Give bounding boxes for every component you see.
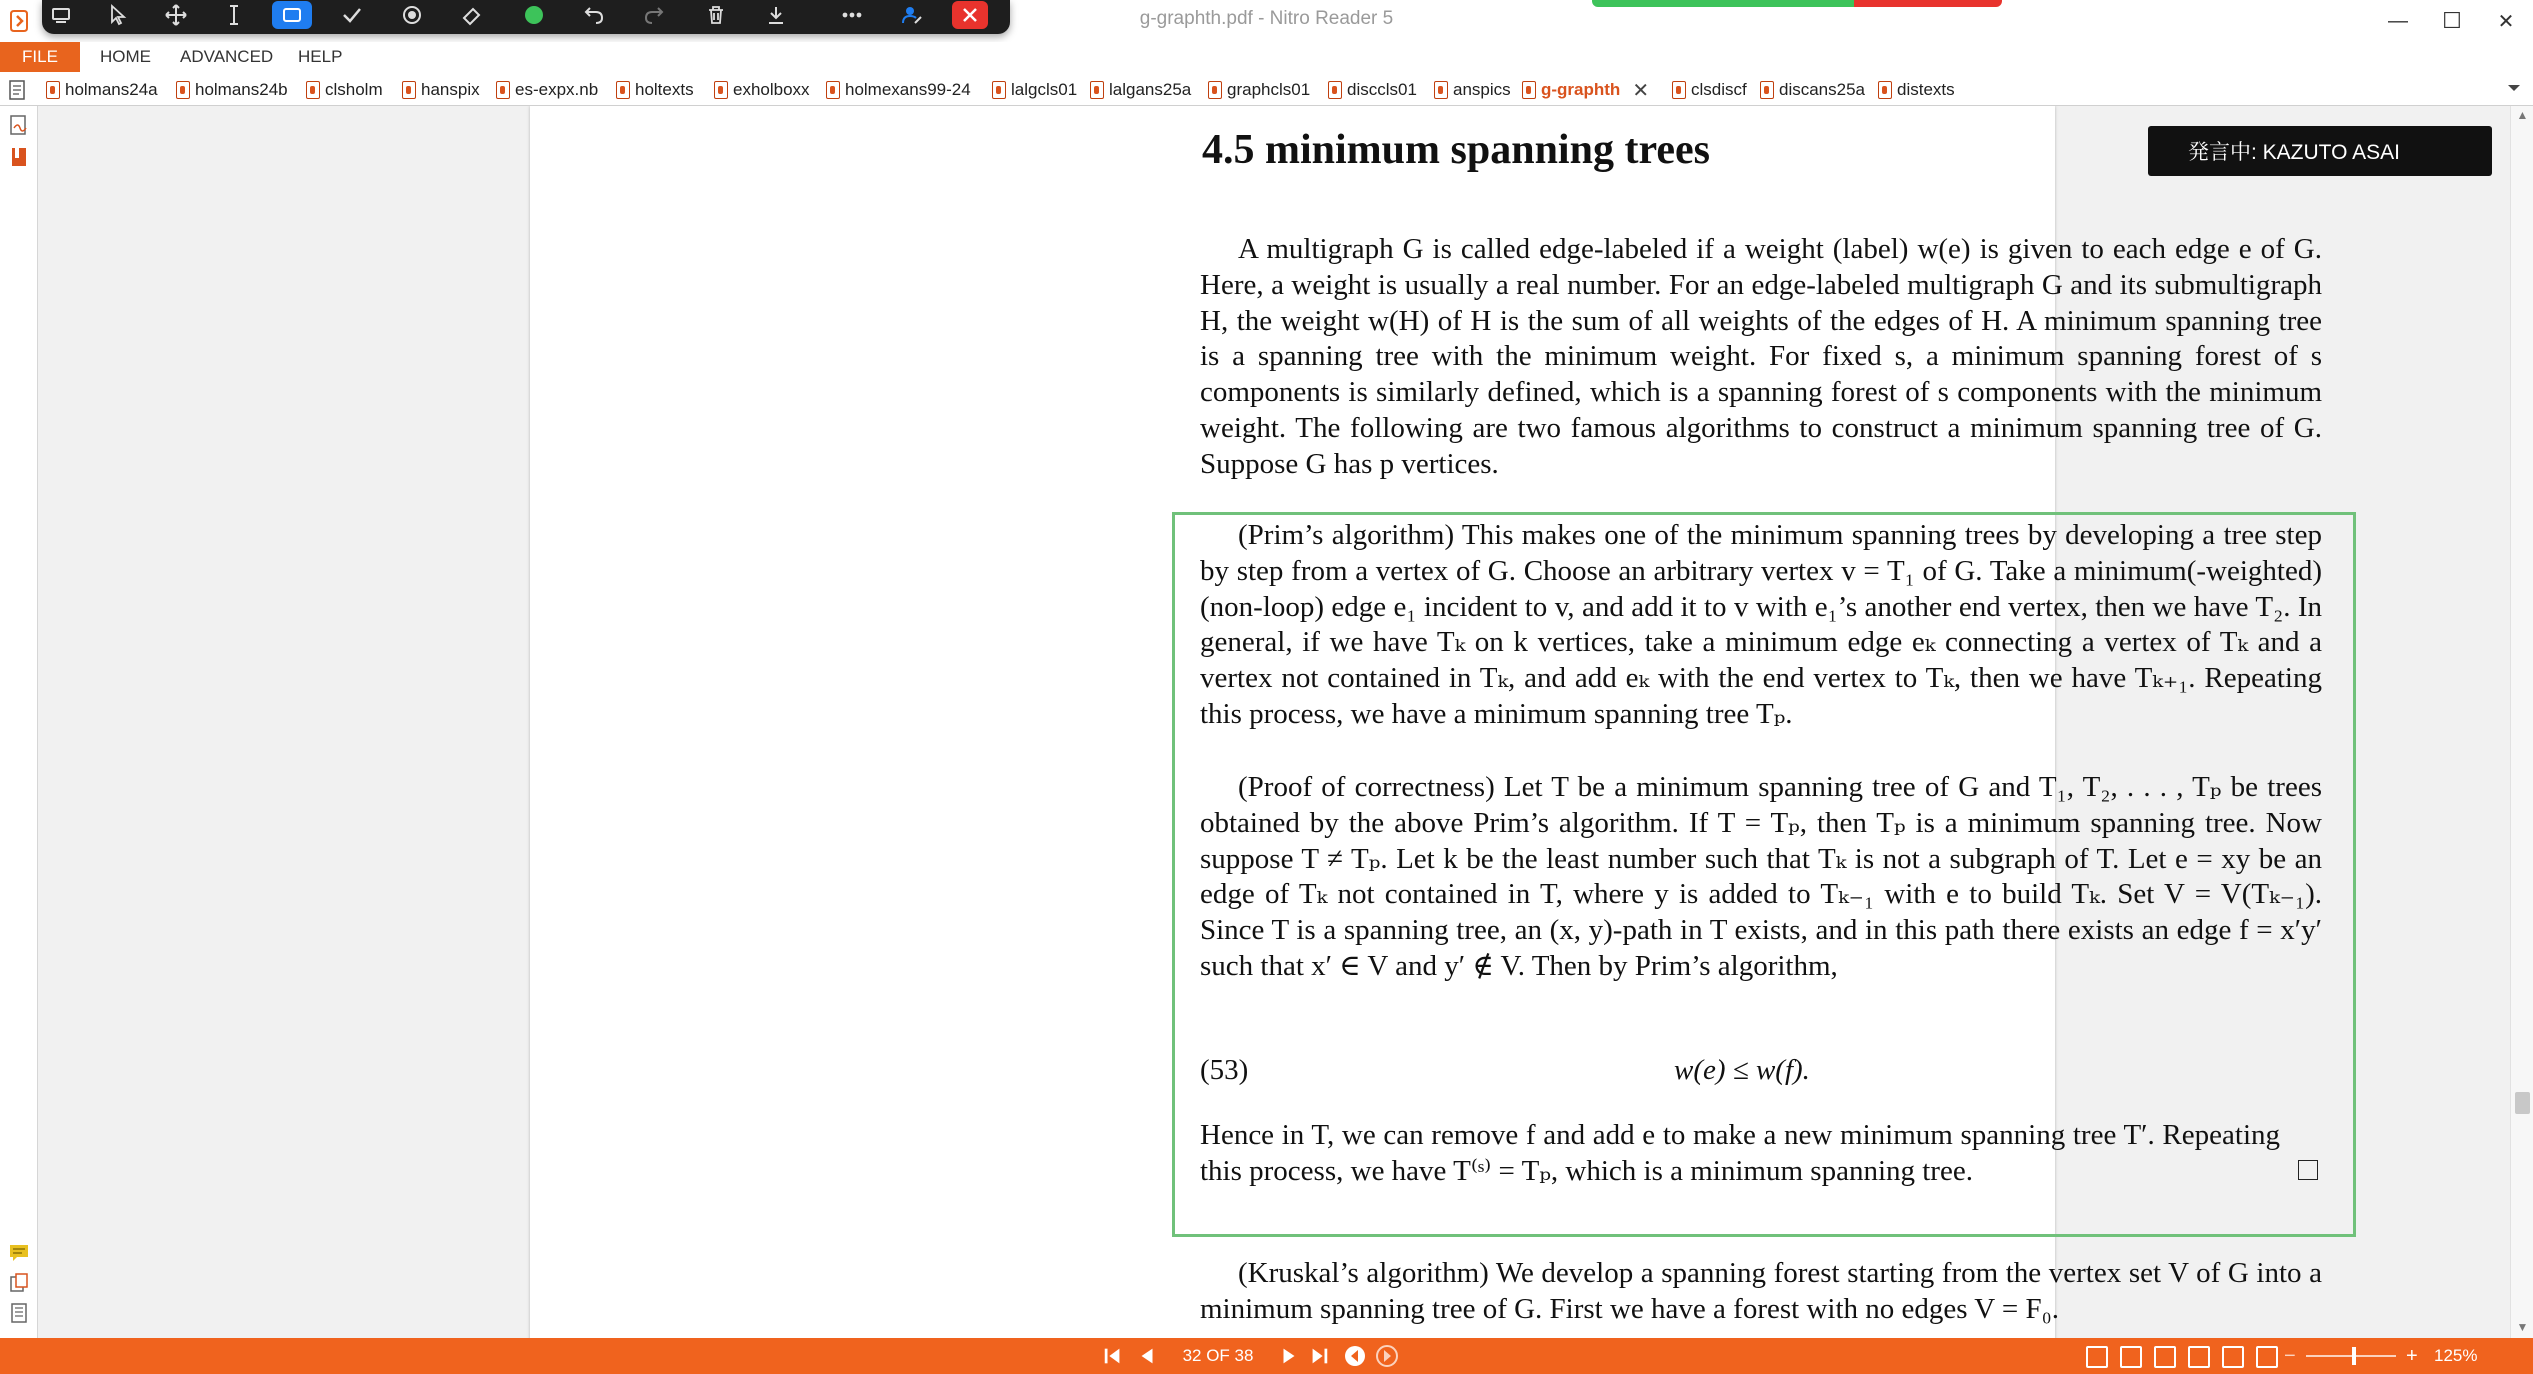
reading-mode-icon[interactable] [2256, 1346, 2278, 1368]
hence-paragraph: Hence in T, we can remove f and add e to make a new minimum spanning tree T′. Repeating this process, we have T⁽ˢ⁾ = Tₚ, which is a minimum spanning tree. [1200, 1119, 2280, 1187]
previous-page-icon [1136, 1345, 1158, 1367]
zoom-in-button[interactable]: + [2406, 1345, 2418, 1367]
previous-page-button[interactable] [1134, 1344, 1160, 1368]
page-icon[interactable] [8, 80, 26, 100]
pdf-file-icon [306, 81, 320, 99]
tab-label: g-graphth [1541, 80, 1621, 99]
comments-icon[interactable] [8, 1242, 30, 1264]
window-title: g-graphth.pdf - Nitro Reader 5 [1139, 8, 1394, 29]
pdf-file-icon [176, 81, 190, 99]
last-page-button[interactable] [1306, 1344, 1332, 1368]
menu-help[interactable]: HELP [298, 47, 343, 66]
tab-hanspix[interactable] [402, 78, 480, 102]
tab-holmans24a[interactable] [46, 78, 158, 102]
facing-continuous-view-icon[interactable] [2188, 1346, 2210, 1368]
minimize-button[interactable]: — [2388, 9, 2408, 32]
recording-progress-red [1854, 0, 2002, 7]
trash-icon[interactable] [696, 0, 736, 30]
tab-label: exholboxx [733, 80, 810, 99]
zoom-slider-thumb[interactable] [2352, 1347, 2356, 1365]
vertical-scrollbar[interactable] [2510, 106, 2533, 1338]
tab-lalgans25a[interactable] [1090, 78, 1191, 102]
pdf-file-icon [1328, 81, 1342, 99]
tab-anspics[interactable] [1434, 78, 1511, 102]
qed-square-icon [2298, 1160, 2318, 1180]
tab-lalgcls01[interactable] [992, 78, 1077, 102]
pdf-file-icon [1878, 81, 1892, 99]
scrollbar-thumb[interactable] [2515, 1092, 2530, 1114]
pdf-file-icon [1090, 81, 1104, 99]
close-icon[interactable] [952, 1, 988, 29]
tab-disccls01[interactable] [1328, 78, 1417, 102]
annotation-toolbar [42, 0, 1010, 34]
tab-list-chevron-down-icon[interactable] [2506, 82, 2522, 94]
maximize-button[interactable]: ☐ [2442, 8, 2462, 33]
attachments-icon[interactable] [8, 1272, 30, 1294]
next-page-button[interactable] [1276, 1344, 1302, 1368]
stamp-icon[interactable] [392, 0, 432, 30]
tab-holmexans99-24[interactable] [826, 78, 971, 102]
pdf-file-icon [1208, 81, 1222, 99]
tab-distexts[interactable] [1878, 78, 1955, 102]
tab-exholboxx[interactable] [714, 78, 810, 102]
left-side-panel [0, 106, 38, 1338]
section-heading: 4.5 minimum spanning trees [1202, 127, 1710, 173]
pdf-file-icon [1672, 81, 1686, 99]
pdf-file-icon [1522, 81, 1536, 99]
text-cursor-icon[interactable] [214, 0, 254, 30]
document-tab-bar [0, 72, 2533, 106]
tab-discans25a[interactable] [1760, 78, 1865, 102]
tab-graphcls01[interactable] [1208, 78, 1310, 102]
tab-g-graphth[interactable] [1522, 78, 1649, 102]
document-viewport[interactable] [38, 106, 2510, 1338]
prim-algorithm-paragraph: (Prim’s algorithm) This makes one of the minimum spanning trees by developing a tree step by step from a vertex of G. Choose an arbitrary vertex v = T₁ of G. Take a minimum(-weighted) (non-loop) edge e₁ incident to v, and add it to v with e₁’s another end vertex, then we have T₂. In general, if we have Tₖ on k vertices, take a minimum edge eₖ connecting a vertex of Tₖ and a vertex not contained in Tₖ, and add eₖ with the end vertex to Tₖ, then we have Tₖ₊₁. Repeating this process, we have a minimum spanning tree Tₚ. [1200, 519, 2322, 730]
more-icon[interactable] [832, 0, 872, 30]
undo-icon[interactable] [574, 0, 614, 30]
tab-label: disccls01 [1347, 80, 1417, 99]
tab-label: distexts [1897, 80, 1955, 99]
tab-label: clsholm [325, 80, 383, 99]
tab-label: holmexans99-24 [845, 80, 971, 99]
pages-thumbnails-icon[interactable] [8, 1302, 30, 1324]
screen-share-icon[interactable] [42, 0, 82, 30]
tab-label: graphcls01 [1227, 80, 1311, 99]
menu-home[interactable]: HOME [100, 47, 151, 66]
rectangle-select-icon[interactable] [272, 1, 312, 29]
eraser-icon[interactable] [452, 0, 492, 30]
zoom-level[interactable]: 125% [2434, 1346, 2478, 1365]
zoom-slider[interactable] [2306, 1355, 2396, 1357]
tab-label: holmans24a [65, 80, 158, 99]
pdf-file-icon [402, 81, 416, 99]
next-page-icon [1278, 1345, 1300, 1367]
pdf-file-icon [992, 81, 1006, 99]
tab-label: holtexts [635, 80, 694, 99]
page-indicator[interactable]: 32 OF 38 [1182, 1346, 1254, 1365]
previous-view-button[interactable] [1342, 1344, 1368, 1368]
last-page-icon [1308, 1345, 1330, 1367]
tab-label: clsdiscf [1691, 80, 1747, 99]
move-icon[interactable] [156, 0, 196, 30]
scroll-up-arrow-icon[interactable]: ▲ [2516, 108, 2529, 122]
intro-paragraph: A multigraph G is called edge-labeled if a weight (label) w(e) is given to each edge e of G. Here, a weight is usually a real number. For an edge-labeled multigraph G and its submultigraph H, the weight w(H) of H is the sum of all weights of the edges of H. A minimum spanning tree is a spanning tree with the minimum weight. For fixed s, a minimum spanning forest of s components is similarly defined, which is a spanning forest of s components with the minimum weight. The following are two famous algorithms to construct a minimum spanning tree of G. Suppose G has p vertices. [1200, 233, 2322, 480]
green-circle-icon[interactable] [514, 0, 554, 30]
user-pen-icon[interactable] [892, 0, 932, 30]
next-view-button[interactable] [1374, 1344, 1400, 1368]
recording-progress-green [1592, 0, 1854, 7]
menu-bar [0, 42, 2533, 72]
equation: w(e) ≤ w(f). [1674, 1054, 1810, 1086]
pdf-file-icon [496, 81, 510, 99]
select-arrow-icon[interactable] [98, 0, 138, 30]
pdf-file-icon [1434, 81, 1448, 99]
signature-icon[interactable] [8, 114, 30, 136]
menu-file[interactable]: FILE [0, 42, 80, 72]
bookmarks-icon[interactable] [8, 146, 30, 168]
tab-label: discans25a [1779, 80, 1866, 99]
tab-label: hanspix [421, 80, 480, 99]
proof-paragraph: (Proof of correctness) Let T be a minimum spanning tree of G and T₁, T₂, . . . , Tₚ be trees obtained by the above Prim’s algorithm. If T = Tₚ, then Tₚ is a minimum spanning tree. Now suppose T ≠ Tₚ. Let k be the least number such that Tₖ is not a subgraph of T. Let e = xy be an edge of Tₖ not contained in T, where y is added to Tₖ₋₁ with e to build Tₖ. Set V = V(Tₖ₋₁). Since T is a spanning tree, an (x, y)-path in T exists, and in this path there exists an edge f = x′y′ such that x′ ∈ V and y′ ∉ V. Then by Prim’s algorithm, [1200, 771, 2322, 982]
speaker-badge: 発言中: KAZUTO ASAI [2148, 126, 2492, 176]
download-icon[interactable] [756, 0, 796, 30]
menu-advanced[interactable]: ADVANCED [180, 47, 274, 66]
pdf-file-icon [46, 81, 60, 99]
tab-es-expx-nb[interactable] [496, 78, 598, 102]
tab-clsholm[interactable] [306, 78, 383, 102]
first-page-button[interactable] [1100, 1344, 1126, 1368]
equation-number: (53) [1200, 1054, 1249, 1086]
pdf-file-icon [1760, 81, 1774, 99]
zoom-out-button[interactable]: − [2284, 1345, 2296, 1367]
tab-label: anspics [1453, 80, 1511, 99]
status-bar [0, 1338, 2533, 1374]
pdf-file-icon [714, 81, 728, 99]
checkmark-icon[interactable] [332, 0, 372, 30]
kruskal-paragraph: (Kruskal’s algorithm) We develop a spanning forest starting from the vertex set V of G into a minimum spanning tree of G. First we have a forest with no edges V = F₀. [1200, 1257, 2322, 1325]
tab-close-button[interactable]: ✕ [1632, 79, 1650, 102]
tab-label: lalgcls01 [1011, 80, 1078, 99]
single-page-view-icon[interactable] [2086, 1346, 2108, 1368]
first-page-icon [1102, 1345, 1124, 1367]
previous-view-icon [1343, 1344, 1367, 1368]
tab-label: lalgans25a [1109, 80, 1192, 99]
full-screen-icon[interactable] [2222, 1346, 2244, 1368]
facing-view-icon[interactable] [2154, 1346, 2176, 1368]
next-view-icon [1375, 1344, 1399, 1368]
redo-icon[interactable] [634, 0, 674, 30]
pdf-file-icon [616, 81, 630, 99]
tab-clsdiscf[interactable] [1672, 78, 1747, 102]
window-close-button[interactable]: ✕ [2497, 10, 2515, 33]
continuous-view-icon[interactable] [2120, 1346, 2142, 1368]
tab-holmans24b[interactable] [176, 78, 288, 102]
tab-label: holmans24b [195, 80, 288, 99]
pdf-file-icon [826, 81, 840, 99]
tab-label: es-expx.nb [515, 80, 599, 99]
scroll-down-arrow-icon[interactable]: ▼ [2516, 1320, 2529, 1334]
tab-holtexts[interactable] [616, 78, 694, 102]
